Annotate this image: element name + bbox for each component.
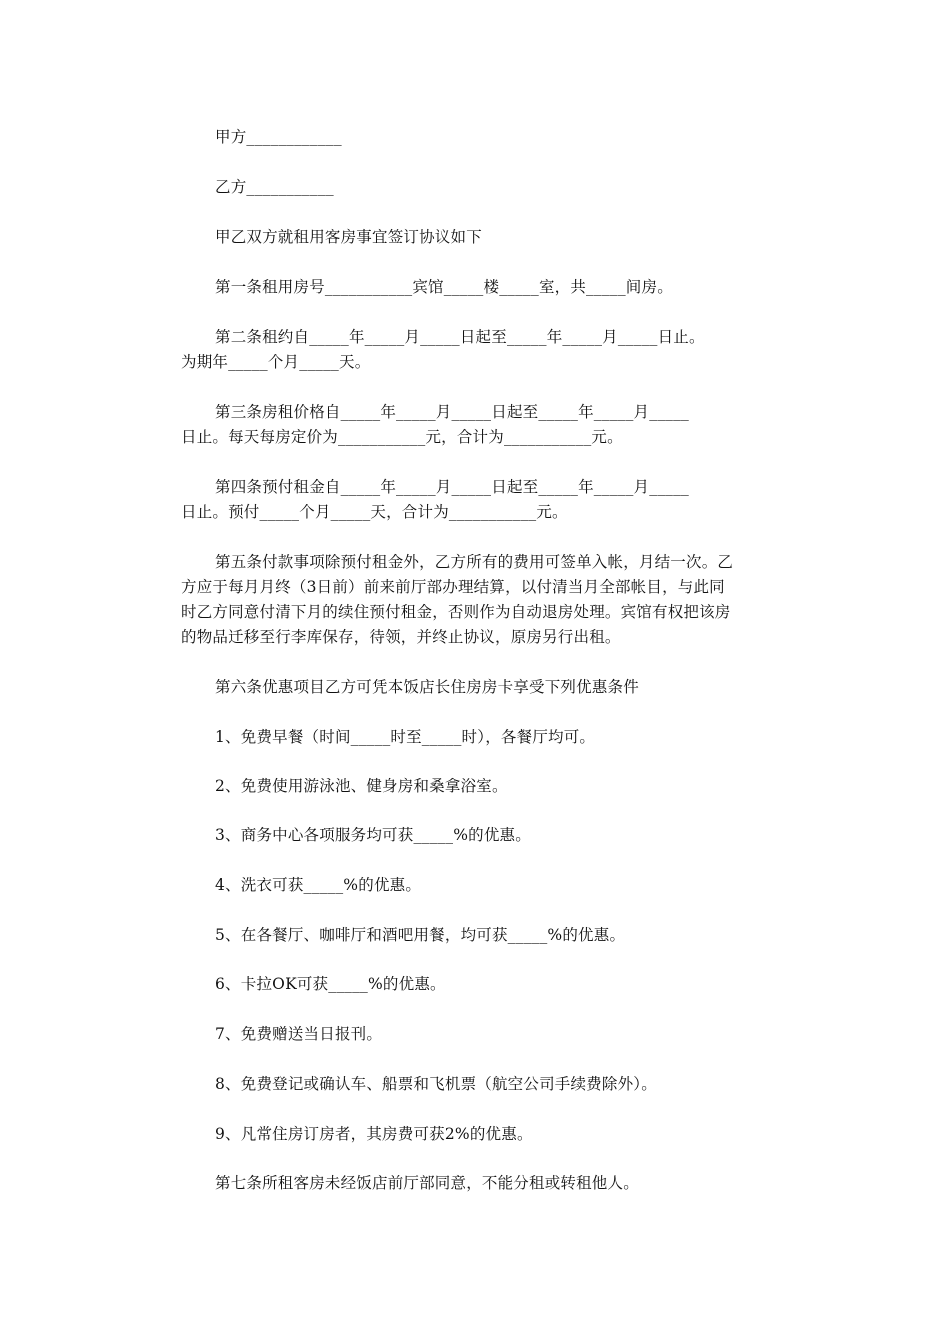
benefit-item-5: 5、在各餐厅、咖啡厅和酒吧用餐，均可获_____%的优惠。 <box>215 926 626 944</box>
article-4-line-2: 日止。预付_____个月_____天，合计为___________元。 <box>181 503 568 521</box>
benefit-item-7: 7、免费赠送当日报刊。 <box>215 1025 383 1043</box>
party-b-line: 乙方___________ <box>215 178 334 196</box>
article-5-line-4: 的物品迁移至行李库保存，待领，并终止协议，原房另行出租。 <box>181 628 621 646</box>
article-2-line-2: 为期年_____个月_____天。 <box>181 353 371 371</box>
article-6-line: 第六条优惠项目乙方可凭本饭店长住房房卡享受下列优惠条件 <box>215 678 639 696</box>
party-a-line: 甲方____________ <box>215 128 342 146</box>
article-5-line-2: 方应于每月月终（3日前）前来前厅部办理结算，以付清当月全部帐目，与此同 <box>181 578 725 596</box>
benefit-item-8: 8、免费登记或确认车、船票和飞机票（航空公司手续费除外）。 <box>215 1075 657 1093</box>
intro-line: 甲乙双方就租用客房事宜签订协议如下 <box>215 228 482 246</box>
benefit-item-3: 3、商务中心各项服务均可获_____%的优惠。 <box>215 826 531 844</box>
benefit-item-6: 6、卡拉OK可获_____%的优惠。 <box>215 975 446 993</box>
article-2-line-1: 第二条租约自_____年_____月_____日起至_____年_____月_____日止。 <box>215 328 705 346</box>
benefit-item-9: 9、凡常住房订房者，其房费可获2%的优惠。 <box>215 1125 533 1143</box>
article-5-line-1: 第五条付款事项除预付租金外，乙方所有的费用可签单入帐，月结一次。乙 <box>215 553 734 571</box>
article-3-line-1: 第三条房租价格自_____年_____月_____日起至_____年_____月_____ <box>215 403 690 421</box>
article-1-line-1: 第一条租用房号___________宾馆_____楼_____室，共_____间房。 <box>215 278 673 296</box>
article-4-line-1: 第四条预付租金自_____年_____月_____日起至_____年_____月_____ <box>215 478 690 496</box>
article-5-line-3: 时乙方同意付清下月的续住预付租金，否则作为自动退房处理。宾馆有权把该房 <box>181 603 731 621</box>
benefit-item-4: 4、洗衣可获_____%的优惠。 <box>215 876 422 894</box>
article-3-line-2: 日止。每天每房定价为___________元，合计为___________元。 <box>181 428 623 446</box>
benefit-item-1: 1、免费早餐（时间_____时至_____时），各餐厅均可。 <box>215 728 596 746</box>
article-7-line: 第七条所租客房未经饭店前厅部同意，不能分租或转租他人。 <box>215 1174 639 1192</box>
benefit-item-2: 2、免费使用游泳池、健身房和桑拿浴室。 <box>215 777 508 795</box>
